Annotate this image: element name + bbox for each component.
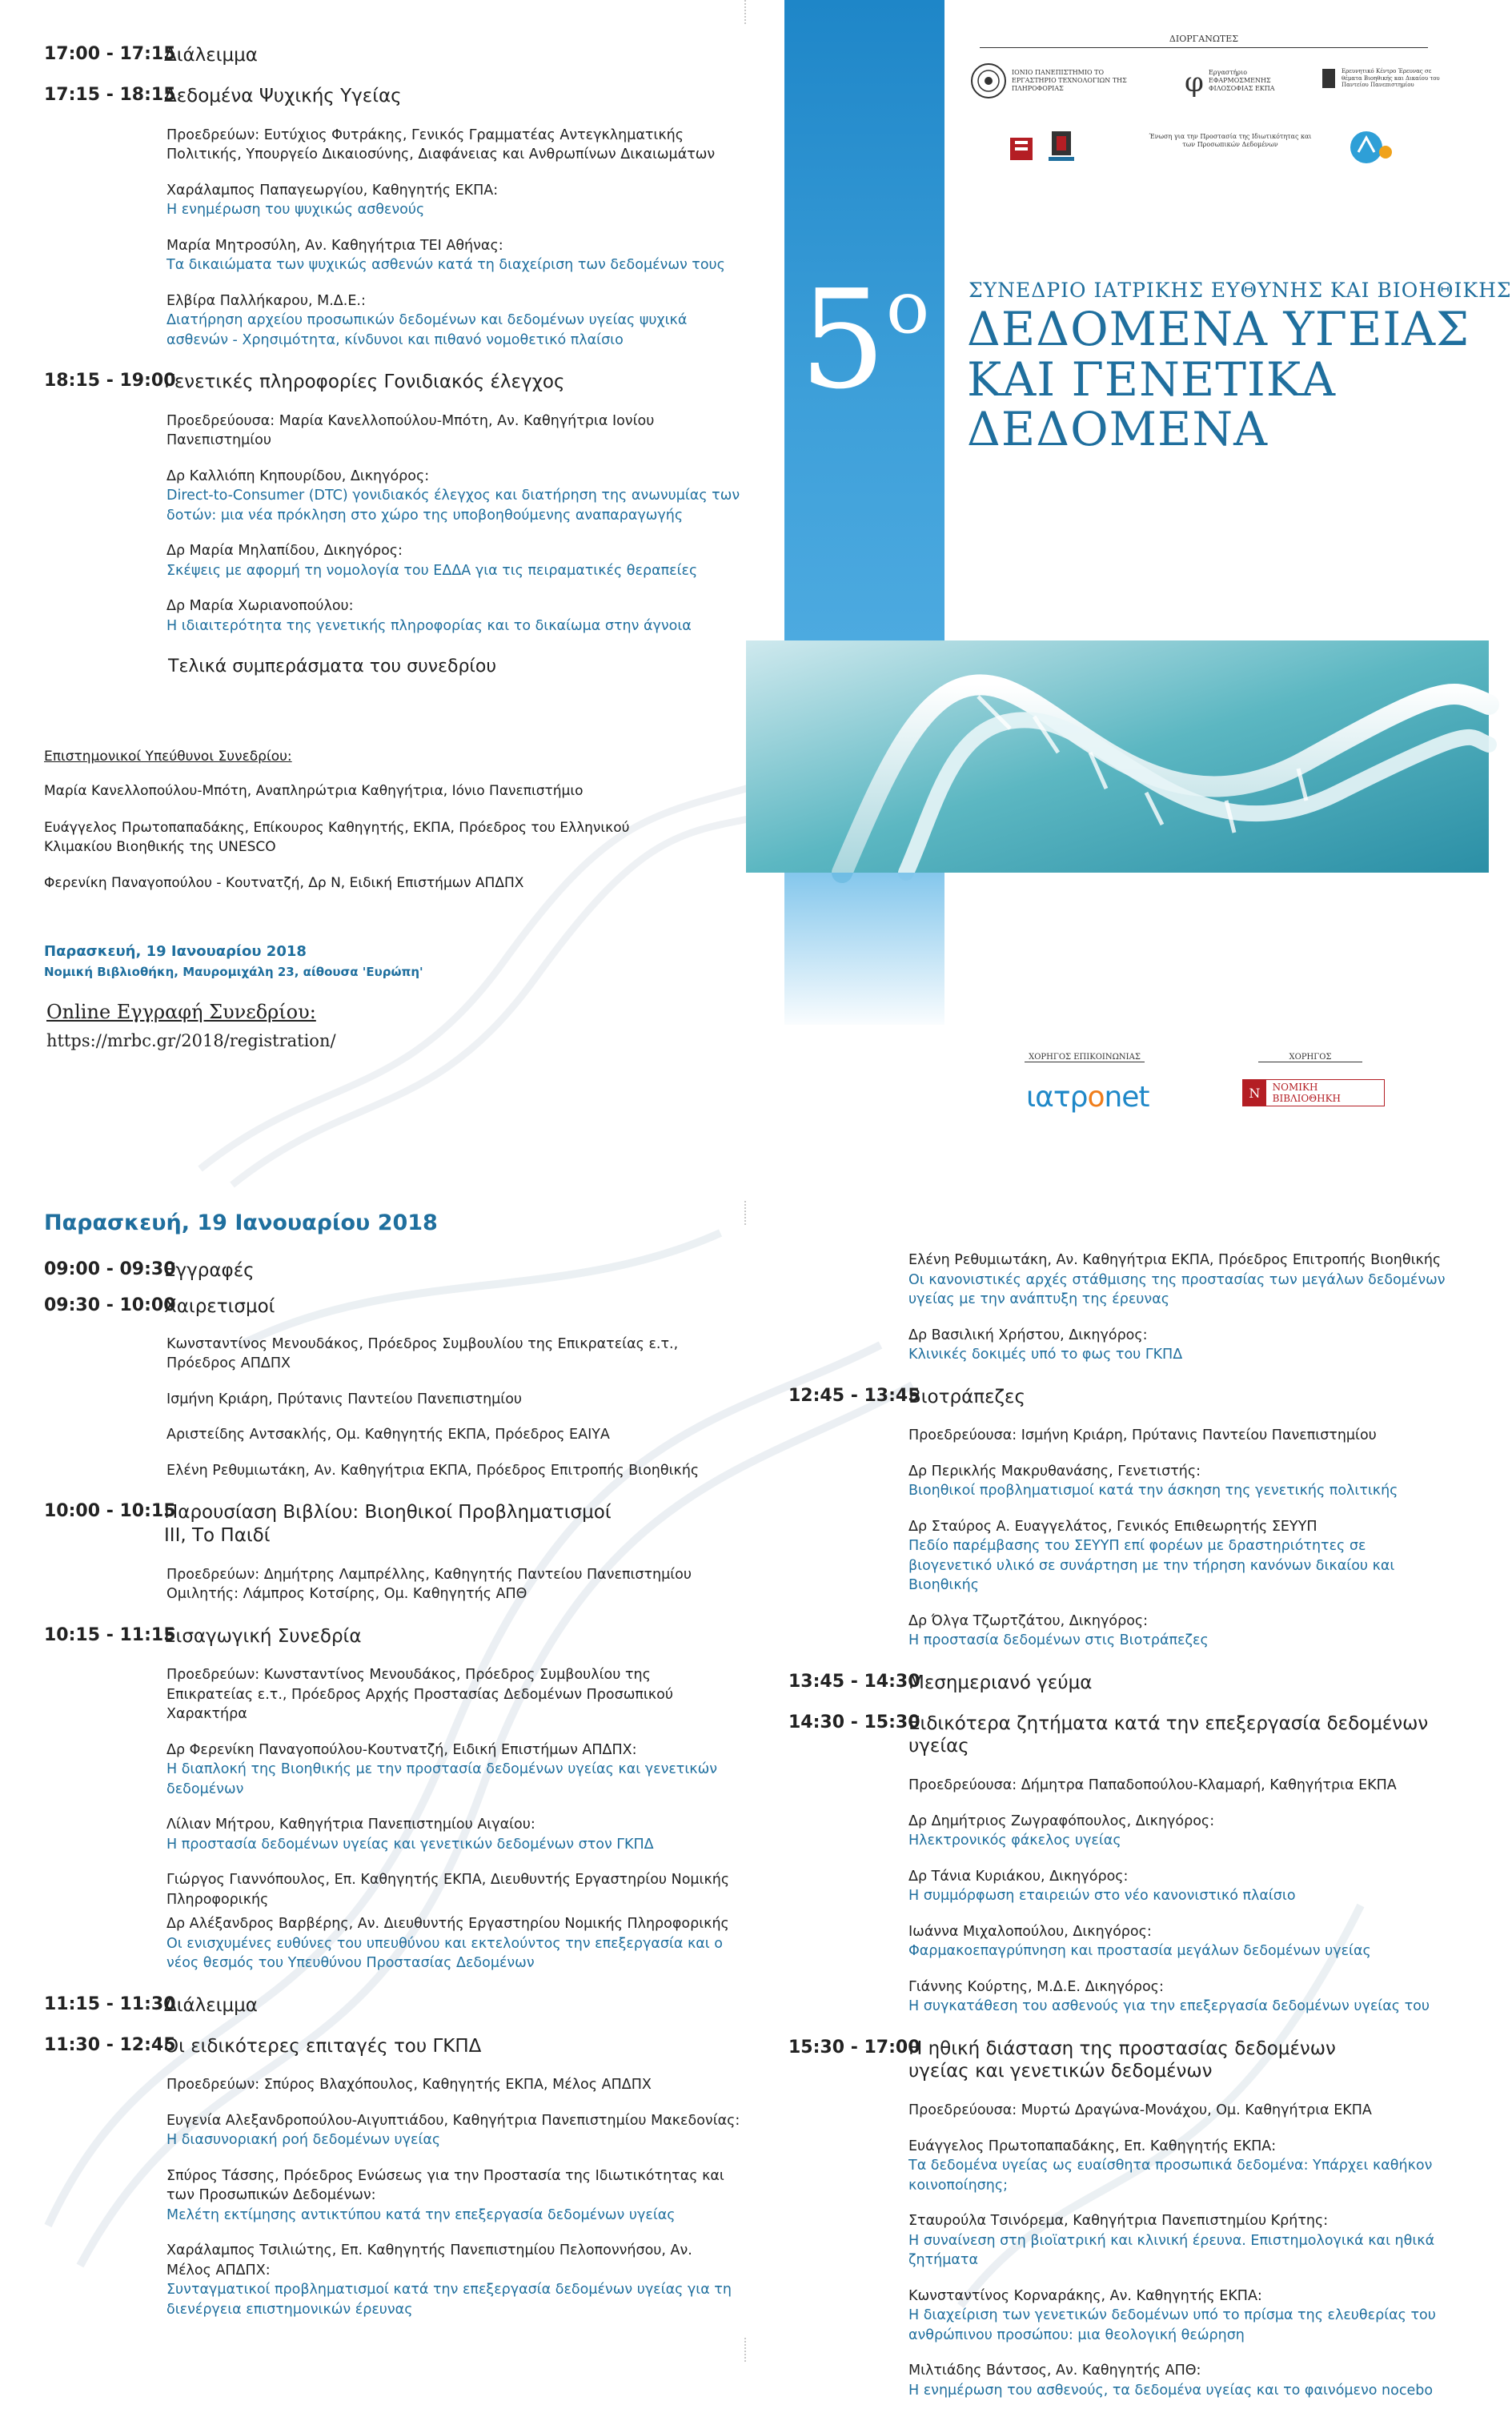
program-date: Παρασκευή, 19 Ιανουαρίου 2018 [44, 1210, 438, 1235]
talk-title: Η προστασία δεδομένων στις Βιοτράπεζες [908, 1632, 1209, 1649]
speaker: Κωνσταντίνος Κορναράκης, Αν. Καθηγητής ΕΚΠΑ: [908, 2287, 1262, 2304]
talk-item [908, 1776, 1453, 1796]
talk-title: Μελέτη εκτίμησης αντικτύπου κατά την επεξεργασία δεδομένων υγείας [166, 2206, 676, 2223]
registration-link[interactable]: https://mrbc.gr/2018/registration/ [46, 1031, 336, 1050]
venue-block [44, 943, 423, 979]
speaker: Γιώργος Γιαννόπουλος, Επ. Καθηγητής ΕΚΠΑ, Διευθυντής Εργαστηρίου Νομικής Πληροφορικής [166, 1872, 730, 1908]
title-line-3: ΔΕΔΟΜΕΝΑ [967, 402, 1269, 457]
phi-symbol-icon [1183, 62, 1204, 99]
talk-title: Η ενημέρωση του ψυχικώς ασθενούς [166, 202, 425, 218]
speaker: Ευάγγελος Πρωτοπαπαδάκης, Επ. Καθηγητής ΕΚΠΑ: [908, 2138, 1277, 2154]
talk-item [908, 2137, 1453, 2196]
talk-item [908, 1867, 1453, 1906]
continued-talks [908, 1251, 1453, 1365]
chair: Προεδρεύουσα: Δήμητρα Παπαδοπούλου-Κλαμαρή, Καθηγήτρια ΕΚΠΑ [908, 1777, 1397, 1793]
committee-member: Φερενίκη Παναγοπούλου - Κουτνατζή, Δρ Ν, Ειδική Επιστήμων ΑΠΔΠΧ [44, 875, 524, 892]
session-time: 17:15 - 18:15 [44, 84, 176, 105]
talk-title: Η συμμόρφωση εταιρειών στο νέο κανονιστικό πλαίσιο [908, 1888, 1296, 1904]
chair: Προεδρεύων: Δημήτρης Λαμπρέλλης, Καθηγητής Παντείου Πανεπιστημίου Ομιλητής: Λάμπρος Κοτσίρης, Ομ. Καθηγητής ΑΠΘ [166, 1566, 692, 1602]
chair: Προεδρεύουσα: Μαρία Κανελλοπούλου-Μπότη, Αν. Καθηγήτρια Ιονίου Πανεπιστημίου [166, 412, 655, 449]
session-row [788, 1672, 1453, 1695]
talk-item [166, 596, 740, 636]
talk-title: Ηλεκτρονικός φάκελος υγείας [908, 1833, 1121, 1849]
nomiki-text: ΝΟΜΙΚΗ ΒΙΒΛΙΟΘΗΚΗ [1272, 1082, 1341, 1104]
talk-item [908, 2286, 1453, 2346]
talk-item [908, 2101, 1453, 2121]
session-row [44, 2035, 740, 2058]
talk-item [166, 1914, 740, 1973]
afternoon-program-right [788, 1251, 1453, 2421]
session-time: 10:00 - 10:15 [44, 1501, 176, 1521]
talk-item [166, 2111, 740, 2150]
nomiki-vivliothiki-logo [1242, 1079, 1385, 1106]
venue-place: Νομική Βιβλιοθήκη, Μαυρομιχάλη 23, αίθουσα 'Ευρώπη' [44, 965, 423, 979]
talk-item [166, 1335, 740, 1374]
comm-sponsor-label: ΧΟΡΗΓΟΣ ΕΠΙΚΟΙΝΩΝΙΑΣ [1025, 1053, 1145, 1062]
dna-helix-image [746, 640, 1489, 873]
speaker: Ελένη Ρεθυμιωτάκη, Αν. Καθηγήτρια ΕΚΠΑ, Πρόεδρος Επιτροπής Βιοηθικής [908, 1252, 1442, 1268]
session-row [44, 371, 740, 394]
session-time: 11:15 - 11:30 [44, 1993, 176, 2014]
ionian-seal-icon [970, 62, 1007, 99]
talk-title: Η συγκατάθεση του ασθενούς για την επεξεργασία δεδομένων υγείας του [908, 1998, 1430, 2014]
session-row [44, 85, 740, 108]
center-emblem-icon [1321, 67, 1337, 90]
talk-item [166, 1390, 740, 1410]
speaker: Δρ Τάνια Κυριάκου, Δικηγόρος: [908, 1868, 1129, 1885]
talk-title: Τα δεδομένα υγείας ως ευαίσθητα προσωπικά δεδομένα: Υπάρχει καθήκον κοινοποίησης; [908, 2158, 1433, 2194]
talk-item [908, 1977, 1453, 2017]
session-title: Οι ειδικότερες επιταγές του ΓΚΠΔ [164, 2035, 482, 2057]
speaker: Σταυρούλα Τσινόρεμα, Καθηγήτρια Πανεπιστημίου Κρήτης: [908, 2213, 1329, 2229]
talk-title: Πεδίο παρέμβασης του ΣΕΥΥΠ επί φορέων με δραστηριότητες σε βιογενετικό υλικό σε συνάρτηση με την τήρηση κανόνων δικαίου και Βιοηθικής [908, 1538, 1395, 1594]
talk-item [908, 1517, 1453, 1596]
talk-item [908, 1251, 1453, 1310]
speaker: Δρ Δημήτριος Ζωγραφόπουλος, Δικηγόρος: [908, 1813, 1215, 1829]
talk-item [166, 2166, 740, 2226]
speaker: Ισμήνη Κριάρη, Πρύτανις Παντείου Πανεπιστημίου [166, 1391, 523, 1407]
session-row [788, 1712, 1453, 1759]
session-title: Η ηθική διάσταση της προστασίας δεδομένων υγείας και γενετικών δεδομένων [908, 2038, 1336, 2082]
committee-heading: Επιστημονικοί Υπεύθυνοι Συνεδρίου: [44, 749, 292, 765]
session-talks [166, 1565, 740, 1604]
session-row [44, 1501, 740, 1548]
ekpa-lab-logo [1183, 62, 1295, 99]
talk-item [908, 1612, 1453, 1651]
fold-mark-bottom [744, 2338, 746, 2362]
conclusions: Τελικά συμπεράσματα του συνεδρίου [168, 656, 497, 677]
iatronet-text-b: net [1104, 1081, 1149, 1114]
session-time: 09:30 - 10:00 [44, 1295, 176, 1315]
edition-ordinal: ο [885, 266, 930, 351]
session-title: Μεσημεριανό γεύμα [908, 1672, 1093, 1693]
privacy-union-logo [1146, 133, 1314, 149]
session-talks [166, 1335, 740, 1481]
session-row [788, 1386, 1453, 1409]
talk-item [908, 2211, 1453, 2270]
talk-title: Η ενημέρωση του ασθενούς, τα δεδομένα υγείας και το φαινόμενο nocebo [908, 2382, 1434, 2399]
fold-mark-middle [744, 1201, 746, 1225]
chair: Προεδρεύων: Σπύρος Βλαχόπουλος, Καθηγητής ΕΚΠΑ, Μέλος ΑΠΔΠΧ [166, 2077, 652, 2094]
scientific-committee [44, 749, 668, 911]
speaker: Ελένη Ρεθυμιωτάκη, Αν. Καθηγήτρια ΕΚΠΑ, Πρόεδρος Επιτροπής Βιοηθικής [166, 1462, 700, 1479]
talk-title: Direct-to-Consumer (DTC) γονιδιακός έλεγχος και διατήρηση της ανωνυμίας των δοτών: μια νέα πρόκληση στο χώρο της υποβοηθούμενης αναπαραγωγής [166, 488, 740, 524]
talk-item [166, 1740, 740, 1800]
panteion-center-logo [1321, 67, 1449, 90]
talk-title: Η διαπλοκή της Βιοηθικής με την προστασία δεδομένων υγείας και γενετικών δεδομένων [166, 1761, 718, 1797]
conference-title [967, 304, 1470, 455]
talk-title: Βιοηθικοί προβληματισμοί κατά την άσκηση της γενετικής πολιτικής [908, 1483, 1398, 1500]
talk-title: Η διαχείριση των γενετικών δεδομένων υπό το πρίσμα της ελευθερίας του ανθρώπινου προσώπου: μια θεολογική θεώρηση [908, 2307, 1436, 2343]
session-title: Γενετικές πληροφορίες Γονιδιακός έλεγχος [164, 371, 565, 392]
blue-bar-fade [784, 873, 944, 1025]
talk-item [166, 2075, 740, 2095]
session-title: Διάλειμμα [164, 45, 258, 66]
speaker: Ελβίρα Παλλήκαρου, Μ.Δ.Ε.: [166, 292, 366, 309]
title-line-1: ΔΕΔΟΜΕΝΑ ΥΓΕΙΑΣ [967, 302, 1470, 356]
talk-item [908, 1922, 1453, 1961]
session-talks [166, 2075, 740, 2319]
talk-item [166, 2241, 740, 2319]
edition-number [784, 261, 944, 420]
session-time: 10:15 - 11:15 [44, 1624, 176, 1645]
talk-title: Η διασυνοριακή ροή δεδομένων υγείας [166, 2132, 441, 2149]
talk-item [166, 467, 740, 526]
talk-title: Τα δικαιώματα των ψυχικώς ασθενών κατά τη διαχείριση των δεδομένων τους [166, 257, 725, 273]
speaker: Μαρία Μητροσύλη, Αν. Καθηγήτρια ΤΕΙ Αθήνας: [166, 237, 503, 254]
session-time: 09:00 - 09:30 [44, 1259, 176, 1279]
session-time: 15:30 - 17:00 [788, 2037, 920, 2058]
talk-item [166, 412, 740, 451]
session-talks [166, 126, 740, 351]
speaker: Λίλιαν Μήτρου, Καθηγήτρια Πανεπιστημίου Αιγαίου: [166, 1817, 535, 1833]
talk-item [166, 126, 740, 165]
talk-item [166, 181, 740, 220]
session-time: 14:30 - 15:30 [788, 1712, 920, 1732]
session-row [44, 1295, 740, 1319]
committee-member: Μαρία Κανελλοπούλου-Μπότη, Αναπληρώτρια Καθηγήτρια, Ιόνιο Πανεπιστήμιο [44, 783, 584, 799]
session-row [788, 2038, 1453, 2084]
speaker: Δρ Αλέξανδρος Βαρβέρης, Αν. Διευθυντής Εργαστηρίου Νομικής Πληροφορικής [166, 1916, 729, 1933]
session-title: Εγγραφές [164, 1260, 255, 1281]
chair: Προεδρεύων: Κωνσταντίνος Μενουδάκος, Πρόεδρος Συμβουλίου της Επικρατείας ε.τ., Πρόεδρος Αρχής Προστασίας Δεδομένων Προσωπικού Χαρακτήρα [166, 1667, 673, 1723]
chair: Προεδρεύων: Ευτύχιος Φυτράκης, Γενικός Γραμματέας Αντεγκληματικής Πολιτικής, Υπουργείο Δικαιοσύνης, Διαφάνειας και Ανθρωπίνων Δικαιωμάτων [166, 126, 716, 163]
talk-item [908, 1812, 1453, 1851]
session-time: 18:15 - 19:00 [44, 371, 176, 391]
speaker: Μιλτιάδης Βάντσος, Αν. Καθηγητής ΑΠΘ: [908, 2363, 1201, 2379]
talk-title: Σκέψεις με αφορμή τη νομολογία του ΕΔΔΑ για τις πειραματικές θεραπείες [166, 562, 698, 579]
fold-mark-top [744, 0, 746, 24]
talk-title: Διατήρηση αρχείου προσωπικών δεδομένων και δεδομένων υγείας ψυχικά ασθενών - Χρησιμότητα, κίνδυνοι και πιθανό νομοθετικό πλαίσιο [166, 312, 688, 348]
speaker: Δρ Περικλής Μακρυθανάσης, Γενετιστής: [908, 1463, 1201, 1480]
chair: Προεδρεύουσα: Μυρτώ Δραγώνα-Μονάχου, Ομ. Καθηγήτρια ΕΚΠΑ [908, 2102, 1372, 2118]
edition-digit: 5 [799, 261, 886, 420]
registration-heading: Online Εγγραφή Συνεδρίου: [46, 1001, 316, 1023]
speaker: Γιάννης Κούρτης, Μ.Δ.Ε. Δικηγόρος: [908, 1978, 1164, 1995]
speaker: Δρ Όλγα Τζωρτζάτου, Δικηγόρος: [908, 1612, 1149, 1629]
session-title: Δεδομένα Ψυχικής Υγείας [164, 85, 402, 106]
talk-item [166, 541, 740, 580]
talk-item [166, 1425, 740, 1445]
conference-subtitle: ΣΥΝΕΔΡΙΟ ΙΑΤΡΙΚΗΣ ΕΥΘΥΝΗΣ ΚΑΙ ΒΙΟΗΘΙΚΗΣ [969, 279, 1512, 302]
session-time: 11:30 - 12:45 [44, 2034, 176, 2055]
session-row [44, 1625, 740, 1648]
talk-item [166, 236, 740, 275]
session-title: Διάλειμμα [164, 1994, 258, 2016]
speaker: Σπύρος Τάσσης, Πρόεδρος Ενώσεως για την Προστασία της Ιδιωτικότητας και των Προσωπικών Δεδομένων: [166, 2167, 724, 2204]
session-title: Παρουσίαση Βιβλίου: Βιοηθικοί Προβληματισμοί ΙΙΙ, Το Παιδί [164, 1502, 612, 1546]
talk-title: Κλινικές δοκιμές υπό το φως του ΓΚΠΔ [908, 1347, 1183, 1363]
speaker: Κωνσταντίνος Μενουδάκος, Πρόεδρος Συμβουλίου της Επικρατείας ε.τ., Πρόεδρος ΑΠΔΠΧ [166, 1335, 679, 1371]
session-talks [908, 2101, 1453, 2400]
talk-item [166, 1461, 740, 1481]
talk-title: Συνταγματικοί προβληματισμοί κατά την επεξεργασία δεδομένων υγείας για τη διενέργεια επιστημονικών έρευνας [166, 2282, 732, 2318]
nomiki-mark-icon: N [1243, 1080, 1266, 1106]
sponsor-label: ΧΟΡΗΓΟΣ [1258, 1053, 1362, 1062]
session-talks [166, 1665, 740, 1973]
session-time: 13:45 - 14:30 [788, 1671, 920, 1692]
session-time: 12:45 - 13:45 [788, 1385, 920, 1406]
society-emblem-logo [1347, 128, 1403, 167]
talk-item [166, 1870, 740, 1909]
talk-item [908, 1426, 1453, 1446]
talk-title: Η συναίνεση στη βιοϊατρική και κλινική έρευνα. Επιστημολογικά και ηθικά ζητήματα [908, 2232, 1435, 2268]
union-logo-text: Ένωση για την Προστασία της Ιδιωτικότητας και των Προσωπικών Δεδομένων [1149, 133, 1312, 148]
ionian-logo-text: ΙΟΝΙΟ ΠΑΝΕΠΙΣΤΗΜΙΟ ΤΟ ΕΡΓΑΣΤΗΡΙΟ ΤΕΧΝΟΛΟΓΙΩΝ ΤΗΣ ΠΛΗΡΟΦΟΡΙΑΣ [1012, 69, 1127, 92]
talk-item [908, 1462, 1453, 1501]
session-title: Βιοτράπεζες [908, 1386, 1025, 1407]
bioethics-emblem-logo [1045, 128, 1077, 165]
session-title: Ειδικότερα ζητήματα κατά την επεξεργασία δεδομένων υγείας [908, 1712, 1429, 1757]
title-line-2: ΚΑΙ ΓΕΝΕΤΙΚΑ [967, 351, 1337, 407]
talk-item [166, 1665, 740, 1724]
talk-title: Φαρμακοεπαγρύπνηση και προστασία μεγάλων δεδομένων υγείας [908, 1943, 1371, 1959]
session-talks [908, 1426, 1453, 1651]
session-row [44, 44, 740, 67]
talk-item [166, 1815, 740, 1854]
speaker: Αριστείδης Αντσακλής, Ομ. Καθηγητής ΕΚΠΑ, Πρόεδρος ΕΑΙΥΑ [166, 1427, 610, 1443]
cover-panel [784, 0, 1512, 1185]
ionian-university-logo [970, 62, 1138, 99]
session-row [44, 1994, 740, 2018]
speaker: Δρ Φερενίκη Παναγοπούλου-Κουτνατζή, Ειδική Επιστήμων ΑΠΔΠΧ: [166, 1741, 637, 1758]
speaker: Ιωάννα Μιχαλοπούλου, Δικηγόρος: [908, 1923, 1152, 1940]
svg-text:φ: φ [1185, 66, 1204, 98]
speaker: Δρ Μαρία Χωριανοπούλου: [166, 598, 354, 615]
session-time: 17:00 - 17:15 [44, 44, 176, 64]
chair: Προεδρεύουσα: Ισμήνη Κριάρη, Πρύτανις Παντείου Πανεπιστημίου [908, 1427, 1377, 1444]
talk-title: Οι κανονιστικές αρχές στάθμισης της προστασίας των μεγάλων δεδομένων υγείας με την ανάπτυξη της έρευνας [908, 1271, 1446, 1307]
center-logo-text: Ερευνητικό Κέντρο Έρευνας σε θέματα Βιοηθικής και Δικαίου του Παντείου Πανεπιστημίου [1342, 67, 1440, 89]
session-talks [908, 1776, 1453, 2017]
speaker: Χαράλαμπος Τσιλιώτης, Επ. Καθηγητής Πανεπιστημίου Πελοποννήσου, Αν. Μέλος ΑΠΔΠΧ: [166, 2242, 692, 2278]
speaker: Δρ Σταύρος Α. Ευαγγελάτος, Γενικός Επιθεωρητής ΣΕΥΥΠ [908, 1518, 1317, 1535]
speaker: Δρ Καλλιόπη Κηπουρίδου, Δικηγόρος: [166, 468, 430, 484]
afternoon-program [44, 44, 740, 677]
speaker: Δρ Βασιλική Χρήστου, Δικηγόρος: [908, 1327, 1148, 1343]
registration-block [46, 1001, 336, 1050]
talk-item [908, 2361, 1453, 2400]
iatronet-text-a: ιατρ [1026, 1081, 1088, 1114]
talk-title: Η ιδιαιτερότητα της γενετικής πληροφορίας και το δικαίωμα στην άγνοια [166, 617, 692, 634]
session-row [44, 1259, 740, 1283]
morning-program [44, 1210, 740, 2340]
talk-title: Οι ενισχυμένες ευθύνες του υπευθύνου και εκτελούντος την επεξεργασία και ο νέος θεσμός του Υπευθύνου Προστασίας Δεδομένων [166, 1935, 724, 1972]
speaker: Δρ Μαρία Μηλαπίδου, Δικηγόρος: [166, 543, 403, 560]
ekpa-logo-text: Εργαστήριο ΕΦΑΡΜΟΣΜΕΝΗΣ ΦΙΛΟΣΟΦΙΑΣ ΕΚΠΑ [1209, 69, 1275, 92]
talk-item [166, 291, 740, 351]
talk-title: Η προστασία δεδομένων υγείας και γενετικών δεδομένων στον ΓΚΠΔ [166, 1836, 654, 1853]
organizers-label: ΔΙΟΡΓΑΝΩΤΕΣ [980, 34, 1428, 48]
speaker: Χαράλαμπος Παπαγεωργίου, Καθηγητής ΕΚΠΑ: [166, 182, 499, 199]
iatronet-logo [1026, 1081, 1149, 1114]
talk-item [908, 1326, 1453, 1365]
session-talks [166, 412, 740, 636]
talk-item [166, 1565, 740, 1604]
session-title: Εισαγωγική Συνεδρία [164, 1625, 362, 1647]
speaker: Ευγενία Αλεξανδροπούλου-Αιγυπτιάδου, Καθηγήτρια Πανεπιστημίου Μακεδονίας: [166, 2112, 740, 2129]
committee-member: Ευάγγελος Πρωτοπαπαδάκης, Επίκουρος Καθηγητής, ΕΚΠΑ, Πρόεδρος του Ελληνικού Κλιμακίου Βιοηθικής της UNESCO [44, 819, 630, 855]
venue-date: Παρασκευή, 19 Ιανουαρίου 2018 [44, 943, 307, 960]
red-emblem-logo [1005, 133, 1037, 165]
iatronet-text-o: ο [1087, 1081, 1105, 1114]
session-title: Χαιρετισμοί [164, 1295, 275, 1317]
